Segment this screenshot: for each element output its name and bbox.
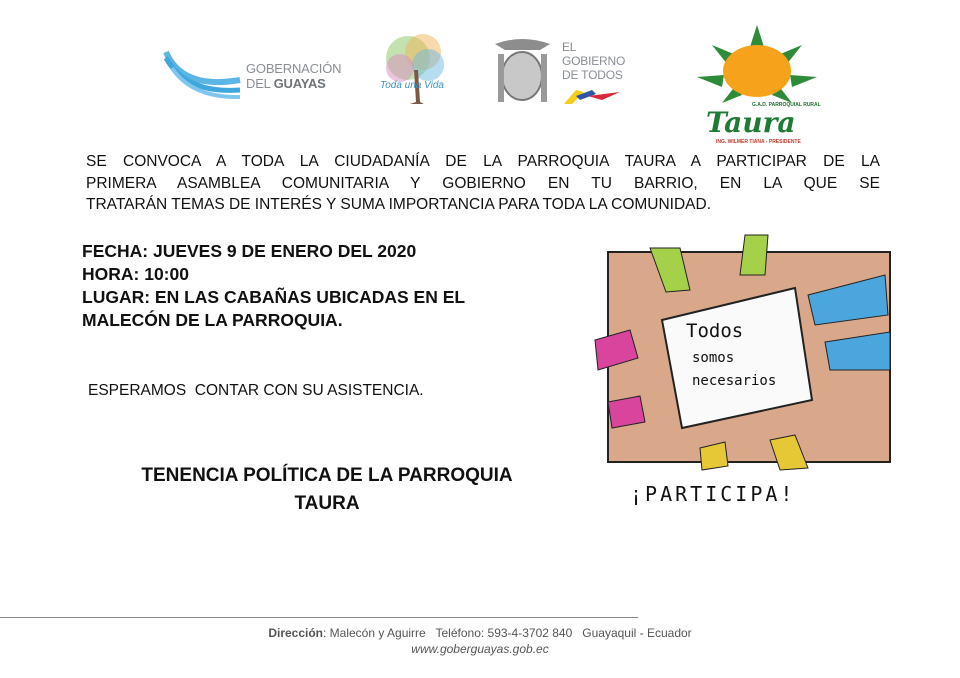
event-location: LUGAR: EN LAS CABAÑAS UBICADAS EN EL	[82, 287, 466, 307]
logo-text: GOBERNACIÓN	[246, 61, 342, 76]
signature-line: TAURA	[294, 493, 360, 514]
gobernacion-guayas-logo	[162, 50, 352, 100]
taura-logo	[692, 25, 822, 147]
drawing-text: Todos	[686, 320, 744, 342]
text-line: PRIMERA ASAMBLEA COMUNITARIA Y GOBIERNO EN TU BARRIO, EN LA QUE SE	[86, 174, 880, 192]
signature	[96, 462, 558, 518]
event-time: HORA: 10:00	[82, 264, 189, 284]
text-line: TRATARÁN TEMAS DE INTERÉS Y SUMA IMPORTANCIA PARA TODA LA COMUNIDAD.	[86, 196, 712, 213]
signature-line: TENENCIA POLÍTICA DE LA PARROQUIA	[141, 465, 513, 486]
toda-una-vida-logo	[378, 30, 456, 105]
gobierno-de-todos-logo	[490, 36, 625, 108]
footer-website: www.goberguayas.gob.ec	[411, 642, 549, 656]
invitation-text	[86, 151, 880, 216]
participation-illustration	[590, 230, 900, 520]
logo-text: DE TODOS	[562, 68, 623, 82]
drawing-caption: ¡PARTICIPA!	[630, 482, 796, 506]
drawing-text: somos	[692, 350, 735, 366]
flag-ribbon-icon	[562, 86, 622, 106]
logo-text: GOBIERNO	[562, 54, 626, 68]
footer-label: Dirección	[268, 626, 323, 640]
logo-text: ING. WILMER TIANA - PRESIDENTE	[716, 139, 801, 145]
footer-divider	[0, 617, 638, 618]
logo-text: GUAYAS	[273, 76, 326, 91]
logo-text: G.A.D. PARROQUIAL RURAL	[752, 102, 821, 108]
logo-text: EL	[562, 40, 577, 54]
closing-text: ESPERAMOS CONTAR CON SU ASISTENCIA.	[88, 382, 424, 399]
logo-text: DEL	[246, 76, 274, 91]
event-location: MALECÓN DE LA PARROQUIA.	[82, 310, 343, 330]
sun-icon	[692, 25, 822, 105]
footer	[240, 625, 720, 657]
logo-text: Toda una Vida	[380, 80, 444, 91]
blue-waves-icon	[162, 50, 242, 100]
footer-address: : Malecón y Aguirre Teléfono: 593-4-3702 840 Guayaquil - Ecuador	[323, 626, 692, 640]
text-line: SE CONVOCA A TODA LA CIUDADANÍA DE LA PARROQUIA TAURA A PARTICIPAR DE LA	[86, 153, 880, 170]
coat-of-arms-icon	[490, 36, 555, 106]
drawing-text: necesarios	[692, 373, 777, 389]
logo-text: Taura	[706, 106, 796, 139]
event-date: FECHA: JUEVES 9 DE ENERO DEL 2020	[82, 241, 417, 261]
event-details	[82, 240, 465, 332]
tree-icon	[378, 30, 456, 105]
